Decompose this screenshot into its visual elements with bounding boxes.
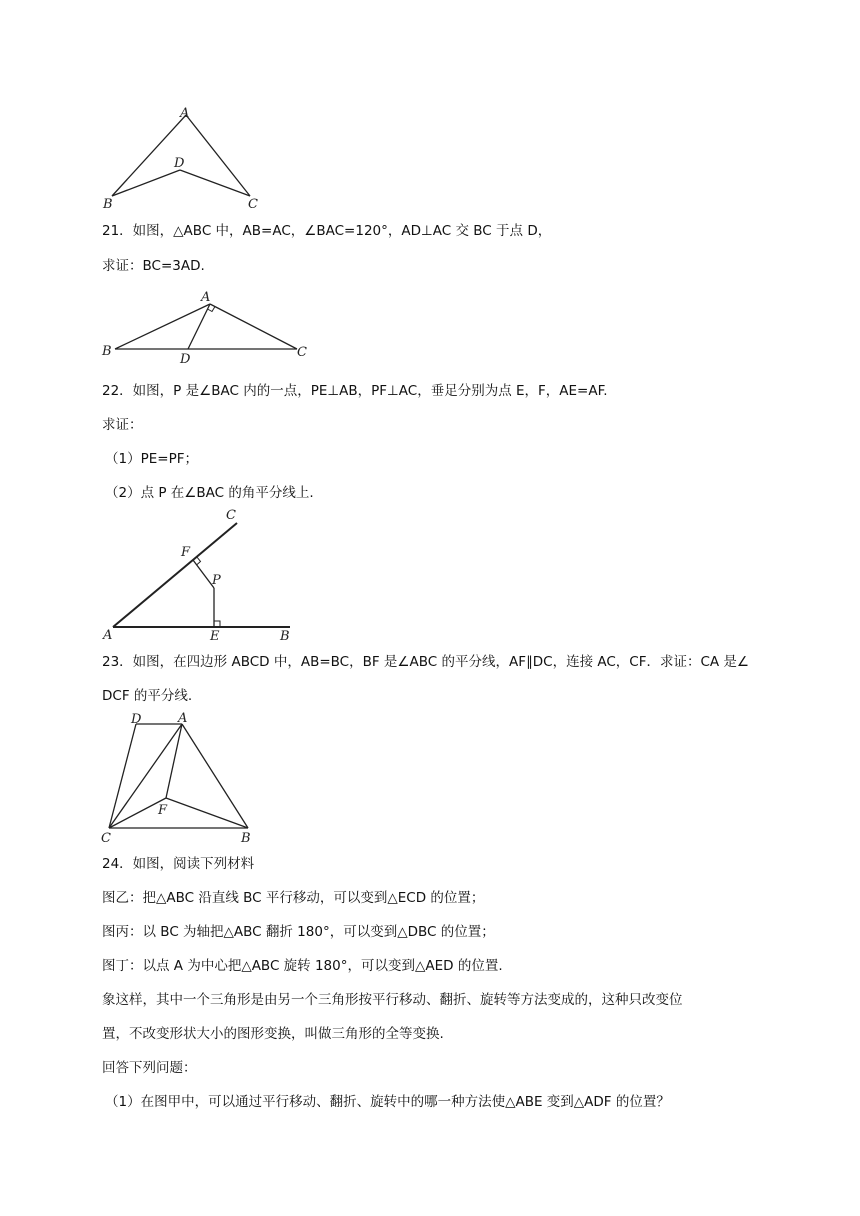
q22-line2: 求证： [102, 417, 143, 433]
label-b: B [241, 831, 251, 846]
q21-line2: 求证：BC=3AD. [102, 258, 205, 274]
q22-line4: （2）点 P 在∠BAC 的角平分线上. [105, 485, 314, 501]
figure-q20 [100, 105, 300, 215]
segment-ac [210, 304, 297, 349]
q24-line5: 象这样，其中一个三角形是由另一个三角形按平行移动、翻折、旋转等方法变成的，这种只改变位 [102, 992, 683, 1008]
segment-dc [109, 724, 136, 828]
label-c: C [226, 508, 236, 523]
label-f: F [181, 545, 191, 560]
label-b: B [102, 344, 112, 359]
q24-line2: 图乙：把△ABC 沿直线 BC 平行移动，可以变到△ECD 的位置； [102, 890, 485, 906]
segment-ab [115, 304, 210, 349]
q23-line1: 23．如图，在四边形 ABCD 中，AB=BC，BF 是∠ABC 的平分线，AF∥DC，连接 AC，CF．求证：CA 是∠ [102, 654, 750, 670]
q24-line8: （1）在图甲中，可以通过平行移动、翻折、旋转中的哪一种方法使△ABE 变到△ADF 的位置？ [105, 1094, 670, 1110]
figure-q21 [100, 288, 330, 368]
label-e: E [210, 629, 220, 644]
label-c: C [248, 197, 258, 212]
label-a: A [201, 290, 211, 305]
label-c: C [101, 831, 111, 846]
q23-line2: DCF 的平分线. [102, 688, 193, 704]
segment-bd [112, 170, 180, 196]
segment-pf [193, 560, 214, 588]
label-f: F [158, 803, 168, 818]
label-d: D [131, 712, 142, 727]
label-a: A [103, 628, 113, 643]
figure-q22 [100, 505, 320, 645]
label-p: P [212, 573, 221, 588]
q24-line1: 24．如图，阅读下列材料 [102, 856, 255, 872]
label-c: C [297, 345, 307, 360]
segment-bf [166, 798, 248, 828]
label-b: B [280, 629, 290, 644]
q22-line3: （1）PE=PF； [105, 451, 198, 467]
label-d: D [174, 156, 185, 171]
right-angle-mark-f [197, 557, 201, 566]
label-d: D [180, 352, 191, 367]
segment-ab [182, 724, 248, 828]
segment-ad [188, 304, 210, 349]
q24-line4: 图丁：以点 A 为中心把△ABC 旋转 180°，可以变到△AED 的位置. [102, 958, 503, 974]
q22-line1: 22．如图，P 是∠BAC 内的一点，PE⊥AB，PF⊥AC，垂足分别为点 E，F，AE=AF. [102, 383, 608, 399]
q21-line1: 21．如图，△ABC 中，AB=AC，∠BAC=120°，AD⊥AC 交 BC 于点 D， [102, 223, 552, 239]
q24-line3: 图丙：以 BC 为轴把△ABC 翻折 180°，可以变到△DBC 的位置； [102, 924, 495, 940]
label-b: B [103, 197, 113, 212]
figure-q23 [100, 708, 270, 848]
q24-line6: 置，不改变形状大小的图形变换，叫做三角形的全等变换. [102, 1026, 444, 1042]
label-a: A [178, 711, 188, 726]
q24-line7: 回答下列问题： [102, 1060, 197, 1076]
label-a: A [180, 106, 190, 121]
